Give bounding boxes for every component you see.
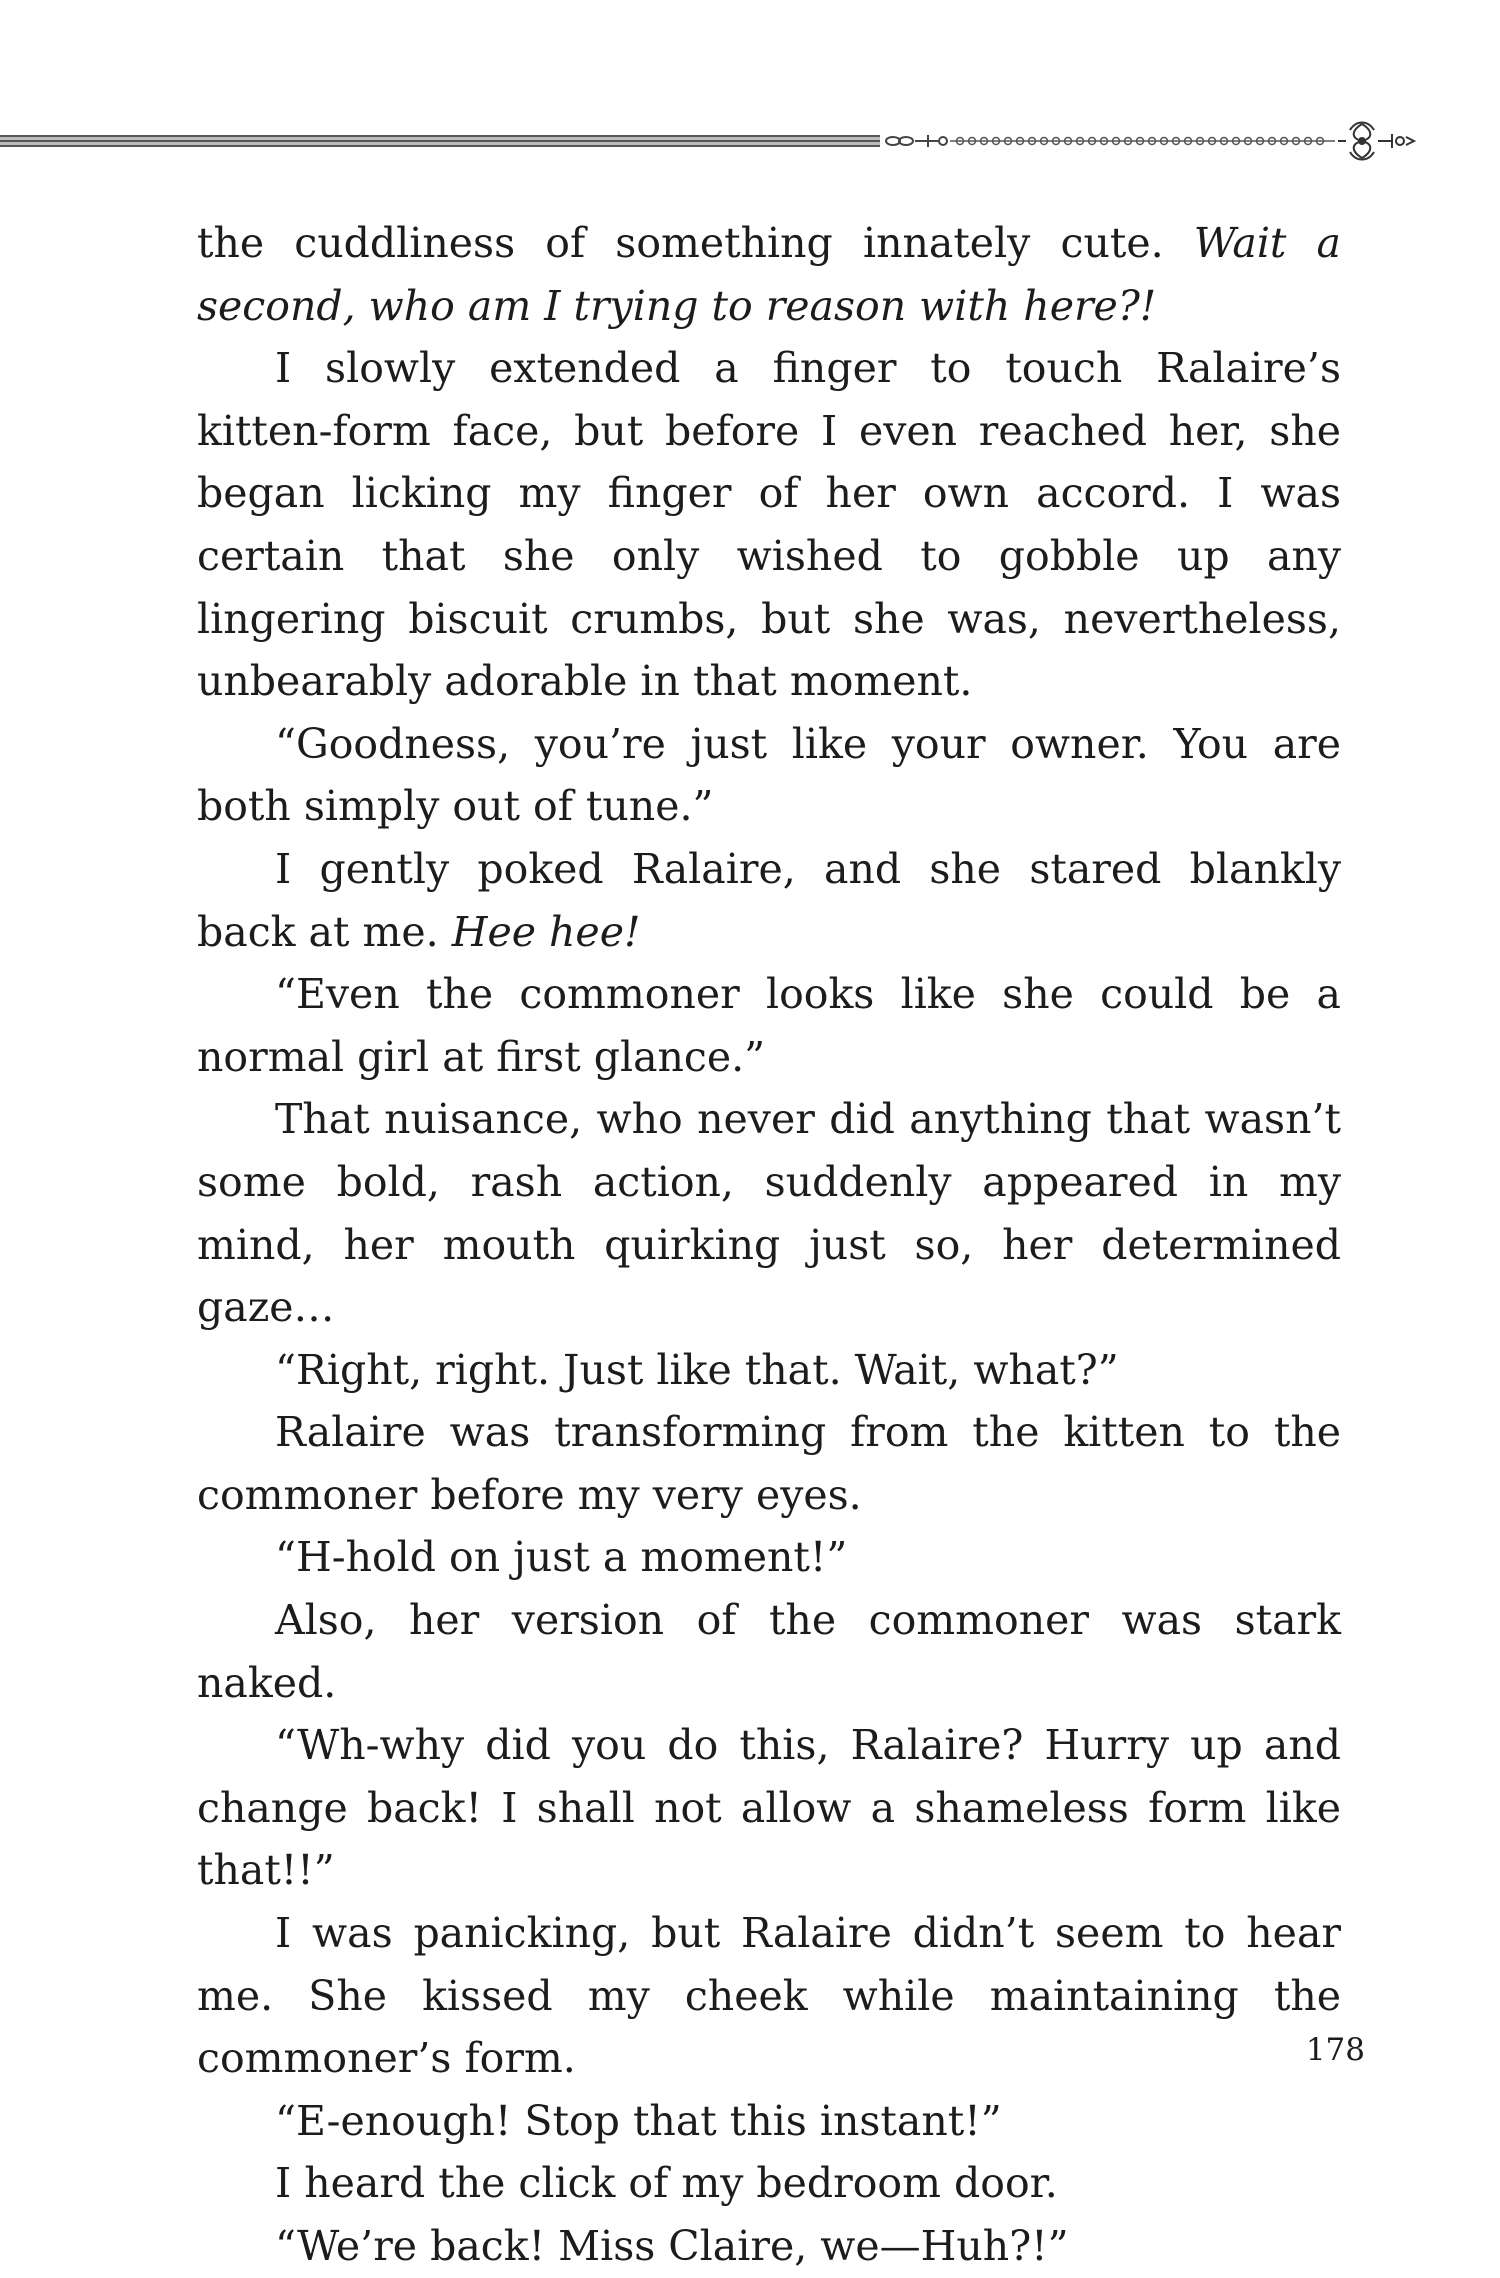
paragraph-7: “Right, right. Just like that. Wait, what?”: [275, 1345, 1119, 1394]
page-text: [197, 212, 1341, 2278]
hatched-rule: [0, 135, 880, 147]
paragraph-1-italic: Wait a second, who am I trying to reason with here?!: [197, 219, 1342, 330]
paragraph-10: Also, her version of the commoner was stark naked.: [197, 1596, 1341, 1707]
paragraph-8: Ralaire was transforming from the kitten to the commoner before my very eyes.: [197, 1408, 1341, 1519]
paragraph-6: That nuisance, who never did anything that wasn’t some bold, rash action, suddenly appeared in my mind, her mouth quirking just so, her determined gaze…: [197, 1095, 1341, 1332]
paragraph-2: I slowly extended a finger to touch Ralaire’s kitten-form face, but before I even reached her, she began licking my finger of her own accord. I was certain that she only wished to gobble up any lingering biscuit crumbs, but she was, nevertheless, unbearably adorable in that moment.: [197, 344, 1341, 706]
paragraph-13: “E-enough! Stop that this instant!”: [275, 2096, 1002, 2145]
paragraph-4-text: I gently poked Ralaire, and she stared blankly back at me.: [197, 844, 1341, 956]
paragraph-11: “Wh-why did you do this, Ralaire? Hurry up and change back! I shall not allow a shameless form like that!!”: [197, 1721, 1341, 1895]
paragraph-12: I was panicking, but Ralaire didn’t seem to hear me. She kissed my cheek while maintaining the commoner’s form.: [197, 1909, 1341, 2083]
bead-line: [950, 138, 1335, 145]
paragraph-15: “We’re back! Miss Claire, we—Huh?!”: [275, 2222, 1069, 2270]
chain-links: [886, 135, 947, 147]
paragraph-3: “Goodness, you’re just like your owner. You are both simply out of tune.”: [197, 719, 1341, 831]
paragraph-1: [197, 212, 1341, 337]
floral-flourish-icon: [1338, 123, 1414, 160]
paragraph-14: I heard the click of my bedroom door.: [275, 2159, 1058, 2208]
paragraph-9: “H-hold on just a moment!”: [275, 1533, 848, 1582]
header-ornament: [0, 116, 1420, 166]
paragraph-4-italic: Hee hee!: [451, 907, 641, 956]
paragraph-1-text: the cuddliness of something innately cute.: [197, 219, 1194, 267]
paragraph-5: “Even the commoner looks like she could be a normal girl at first glance.”: [197, 970, 1341, 1081]
page-number: 178: [1305, 2032, 1365, 2068]
paragraph-4: [197, 838, 1341, 963]
